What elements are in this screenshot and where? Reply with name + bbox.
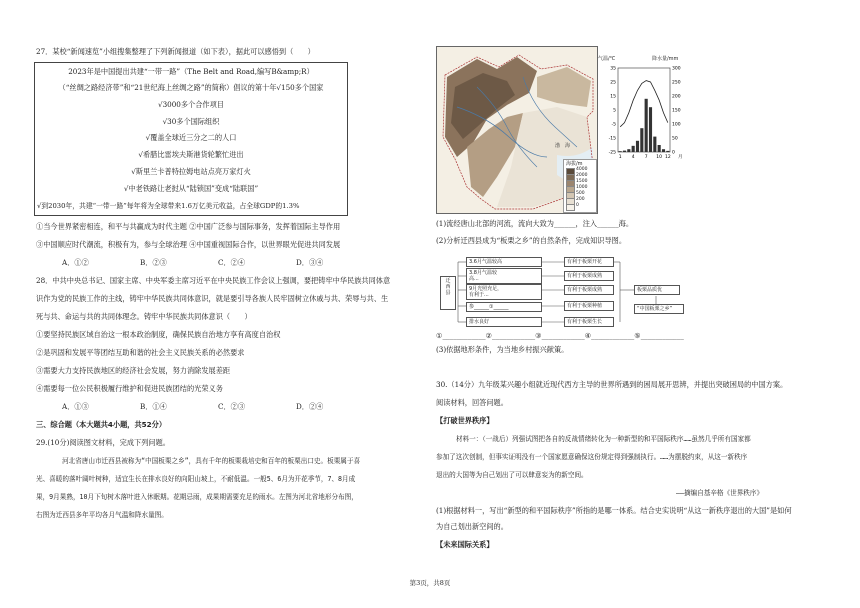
q29-sub1: (1)流经唐山北部的河流，流向大致为______，注入______海。 — [436, 219, 634, 228]
precip-bar — [658, 145, 661, 152]
climate-chart-svg — [598, 56, 688, 164]
left-tick-label: -15 — [608, 136, 616, 142]
q27-box-line: （“丝绸之路经济带”和“21世纪海上丝绸之路”的简称）倡议的第十年√150多个国家 — [58, 83, 324, 92]
q27-box-line: √3000多个合作项目 — [158, 100, 224, 109]
legend-value: 0 — [576, 203, 579, 208]
section-heading: 三、综合题（本大题共4小题，共52分） — [36, 420, 167, 429]
legend-value: 4000 — [576, 167, 588, 172]
sea-label: 渤 海 — [555, 143, 571, 149]
flow-condition-box: 3.8月气温较 高... — [466, 268, 542, 284]
q30-material-line: 退出的大国等为自己划出了可以肆意妄为的新空间。 — [436, 471, 588, 479]
precip-bar — [649, 107, 652, 152]
legend-value: 2000 — [576, 173, 588, 178]
q29-sub3: (3)依据地形条件，为当地乡村振兴献策。 — [436, 345, 569, 354]
right-tick-label: 100 — [672, 122, 681, 128]
x-tick-label: 7 — [644, 155, 648, 160]
q28-answer-d: D．②④ — [296, 402, 324, 411]
precip-bar — [623, 151, 626, 152]
q27-box-line: √斯里兰卡普特拉姆电站点亮万家灯火 — [131, 167, 251, 176]
q27-box-line: 2023年是中国提出共建“一带一路”（The Belt and Road,编写B&amp;R） — [68, 67, 314, 76]
right-tick-label: 50 — [672, 136, 678, 142]
legend-title: 海拔/m — [566, 161, 583, 167]
q28-stem-line: 28．中共中央总书记、国家主席、中央军委主席习近平在中央民族工作会议上强调，要把铸牢中华民族共同体意 — [36, 276, 391, 285]
chart-right-label: 降水量/mm — [652, 56, 679, 62]
flow-condition-box: 9月光照充足， 有利于... — [466, 284, 542, 300]
q29-blanks: ①____________②____________③____________④____________⑤____________ — [436, 331, 684, 340]
precip-bar — [640, 128, 643, 152]
q27-answer-d: D．③④ — [296, 258, 324, 267]
right-tick-label: 200 — [672, 94, 681, 100]
flow-condition-box: 排水良好 — [466, 317, 542, 327]
q30-material-line: 参加了这次创制，但事实证明没有一个国家愿意确保这份规定得到强制执行。……为摆脱约束，从这一新秩序 — [436, 453, 748, 461]
knowledge-map — [436, 252, 726, 328]
precip-bar — [636, 141, 639, 152]
flow-effect-box: 有利于板栗开花 — [564, 257, 614, 267]
q29-material-line: 光、喜暖的落叶阔叶树种，适宜生长在排水良好的向阳山坡上，不耐低温。一般5、6月为开花季节，7、8月成 — [36, 475, 356, 483]
q30-sub1-line: 为自己划出新空间的。 — [436, 522, 508, 531]
q28-option: ②是巩固和发展平等团结互助和谐的社会主义民族关系的必然要求 — [36, 348, 245, 357]
right-tick-label: 300 — [672, 66, 681, 72]
left-tick-label: -25 — [608, 150, 616, 156]
q28-answer-c: C．②③ — [218, 402, 246, 411]
q29-sub2: (2)分析迁西县成为“板栗之乡”的自然条件，完成知识导图。 — [436, 236, 627, 245]
flow-effect-box: 有利于板栗成熟 — [564, 271, 614, 281]
climate-chart — [598, 56, 688, 164]
q27-stem: 27．某校“新闻速览”小组搜集整理了下列新闻报道（如下表），据此可以感悟到（ ） — [36, 47, 315, 56]
q27-box-line: √到2030年，共建“一带一路”每年将为全球带来1.6万亿美元收益，占全球GDP的1.3% — [37, 202, 300, 210]
q27-news-box — [34, 62, 348, 216]
flow-result-box: 板栗品质优 — [634, 285, 680, 295]
flow-effect-box: 有利于板栗成熟 — [564, 285, 614, 295]
q28-option: ①要坚持民族区域自治这一根本政治制度，确保民族自治地方享有高度自治权 — [36, 330, 281, 339]
q27-box-line: √希腊比雷埃夫斯港货轮繁忙进出 — [138, 150, 244, 159]
x-tick-label: 10 — [656, 155, 663, 160]
flow-effect-box: 有利于板栗种植 — [564, 301, 614, 311]
precip-bar — [645, 99, 648, 152]
q30-stem-line: 阅读材料，回答问题。 — [436, 398, 508, 407]
elevation-legend — [563, 159, 597, 213]
precip-bar — [632, 146, 635, 152]
q27-answer-c: C．②④ — [218, 258, 246, 267]
legend-swatch — [566, 204, 575, 211]
q28-option: ③需要大力支持民族地区的经济社会发展，努力消除发展差距 — [36, 366, 231, 375]
q27-answer-a: A．①② — [62, 258, 89, 267]
q29-material-line: 果，9月果熟，10月下旬树木落叶进入休眠期。花期忌雨，成果期需要充足的雨水。左图为河北省地形分布图， — [36, 493, 358, 501]
q30-stem-line: 30.（14分）九年级某兴趣小组就近现代西方主导的世界所遇到的困局展开思辨，并提出突破困局的中国方案。 — [436, 380, 788, 389]
precip-bar — [653, 137, 656, 152]
legend-value: 1000 — [576, 185, 588, 190]
flow-root: 迁 西 县 — [440, 276, 456, 310]
chart-left-label: 气温/℃ — [598, 56, 616, 62]
flow-effect-box: 有利于板栗生长 — [564, 317, 614, 327]
left-tick-label: -5 — [611, 122, 616, 128]
q30-sub1-line: (1)根据材料一，写出“新型的和平国际秩序”所指的是哪一体系。结合史实说明“从这一新秩序退出的大国”是如何 — [436, 506, 792, 515]
legend-value: 200 — [576, 197, 585, 202]
left-tick-label: 35 — [610, 66, 616, 72]
q30-material-line: 材料一：（一战后）列强试图把各自的反战情绪转化为一种新型的和平国际秩序……虽然几乎所有国家都 — [456, 435, 751, 443]
legend-value: 1500 — [576, 179, 588, 184]
hebei-terrain-map — [436, 46, 598, 214]
precip-bar — [619, 151, 622, 152]
legend-value: 500 — [576, 191, 585, 196]
x-tick-label: 12 — [664, 155, 671, 160]
q29-material-line: 右图为迁西县多年平均各月气温和降水量图。 — [36, 511, 168, 519]
q30-heading-2: 【未来国际关系】 — [436, 540, 494, 549]
q29-stem: 29.(10分)阅读图文材料，完成下列问题。 — [36, 438, 170, 447]
right-tick-label: 150 — [672, 108, 681, 114]
temperature-line — [620, 81, 668, 127]
x-axis-label: 月 — [678, 155, 683, 160]
q29-material-line: 河北省唐山市迁西县被称为“中国板栗之乡”，具有千年的板栗栽培史和百年的板栗出口史。板栗属于喜 — [62, 457, 361, 465]
left-tick-label: 5 — [613, 108, 616, 114]
right-tick-label: 250 — [672, 80, 681, 86]
x-tick-label: 4 — [631, 155, 635, 160]
q28-stem-line: 识作为党的民族工作的主线，铸牢中华民族共同体意识，就是要引导各族人民牢固树立休戚与共、荣辱与共、生 — [36, 294, 389, 303]
q27-box-line: √覆盖全球近三分之二的人口 — [145, 133, 237, 142]
page-footer: 第3页，共8页 — [409, 579, 451, 587]
q27-answer-b: B．②③ — [140, 258, 167, 267]
q28-option: ④需要每一位公民积极履行维护和促进民族团结的光荣义务 — [36, 384, 223, 393]
q27-option-line: ①当今世界紧密相连，和平与共赢成为时代主题 ②中国广泛参与国际事务，发挥着国际主导作用 — [36, 222, 341, 231]
precip-bar — [662, 149, 665, 152]
q28-answer-b: B．①④ — [140, 402, 167, 411]
left-tick-label: 25 — [610, 80, 616, 86]
flow-condition-box: 3.6月气温较高 — [466, 257, 542, 267]
flow-result-box: “中国板栗之乡” — [634, 304, 684, 314]
q28-stem-line: 死与共、命运与共的共同体理念。铸牢中华民族共同体意识（ ） — [36, 312, 252, 321]
q27-box-line: √中老铁路让老挝从“陆锁国”变成“陆联国” — [123, 184, 259, 193]
q27-option-line: ③中国顺应时代潮流，积极有为，参与全球治理 ④中国重视国际合作，以世界眼光促进共同发展 — [36, 240, 341, 249]
flow-condition-box: 参______①______ — [466, 302, 542, 312]
left-tick-label: 15 — [610, 94, 616, 100]
q27-box-line: √30多个国际组织 — [162, 117, 220, 126]
precip-bar — [627, 149, 630, 152]
precip-bar — [666, 151, 669, 152]
q30-heading-1: 【打破世界秩序】 — [436, 416, 494, 425]
q28-answer-a: A．①③ — [62, 402, 89, 411]
x-tick-label: 1 — [618, 155, 622, 160]
q30-source: ——摘编自基辛格《世界秩序》 — [676, 489, 764, 497]
right-tick-label: 0 — [672, 150, 675, 156]
